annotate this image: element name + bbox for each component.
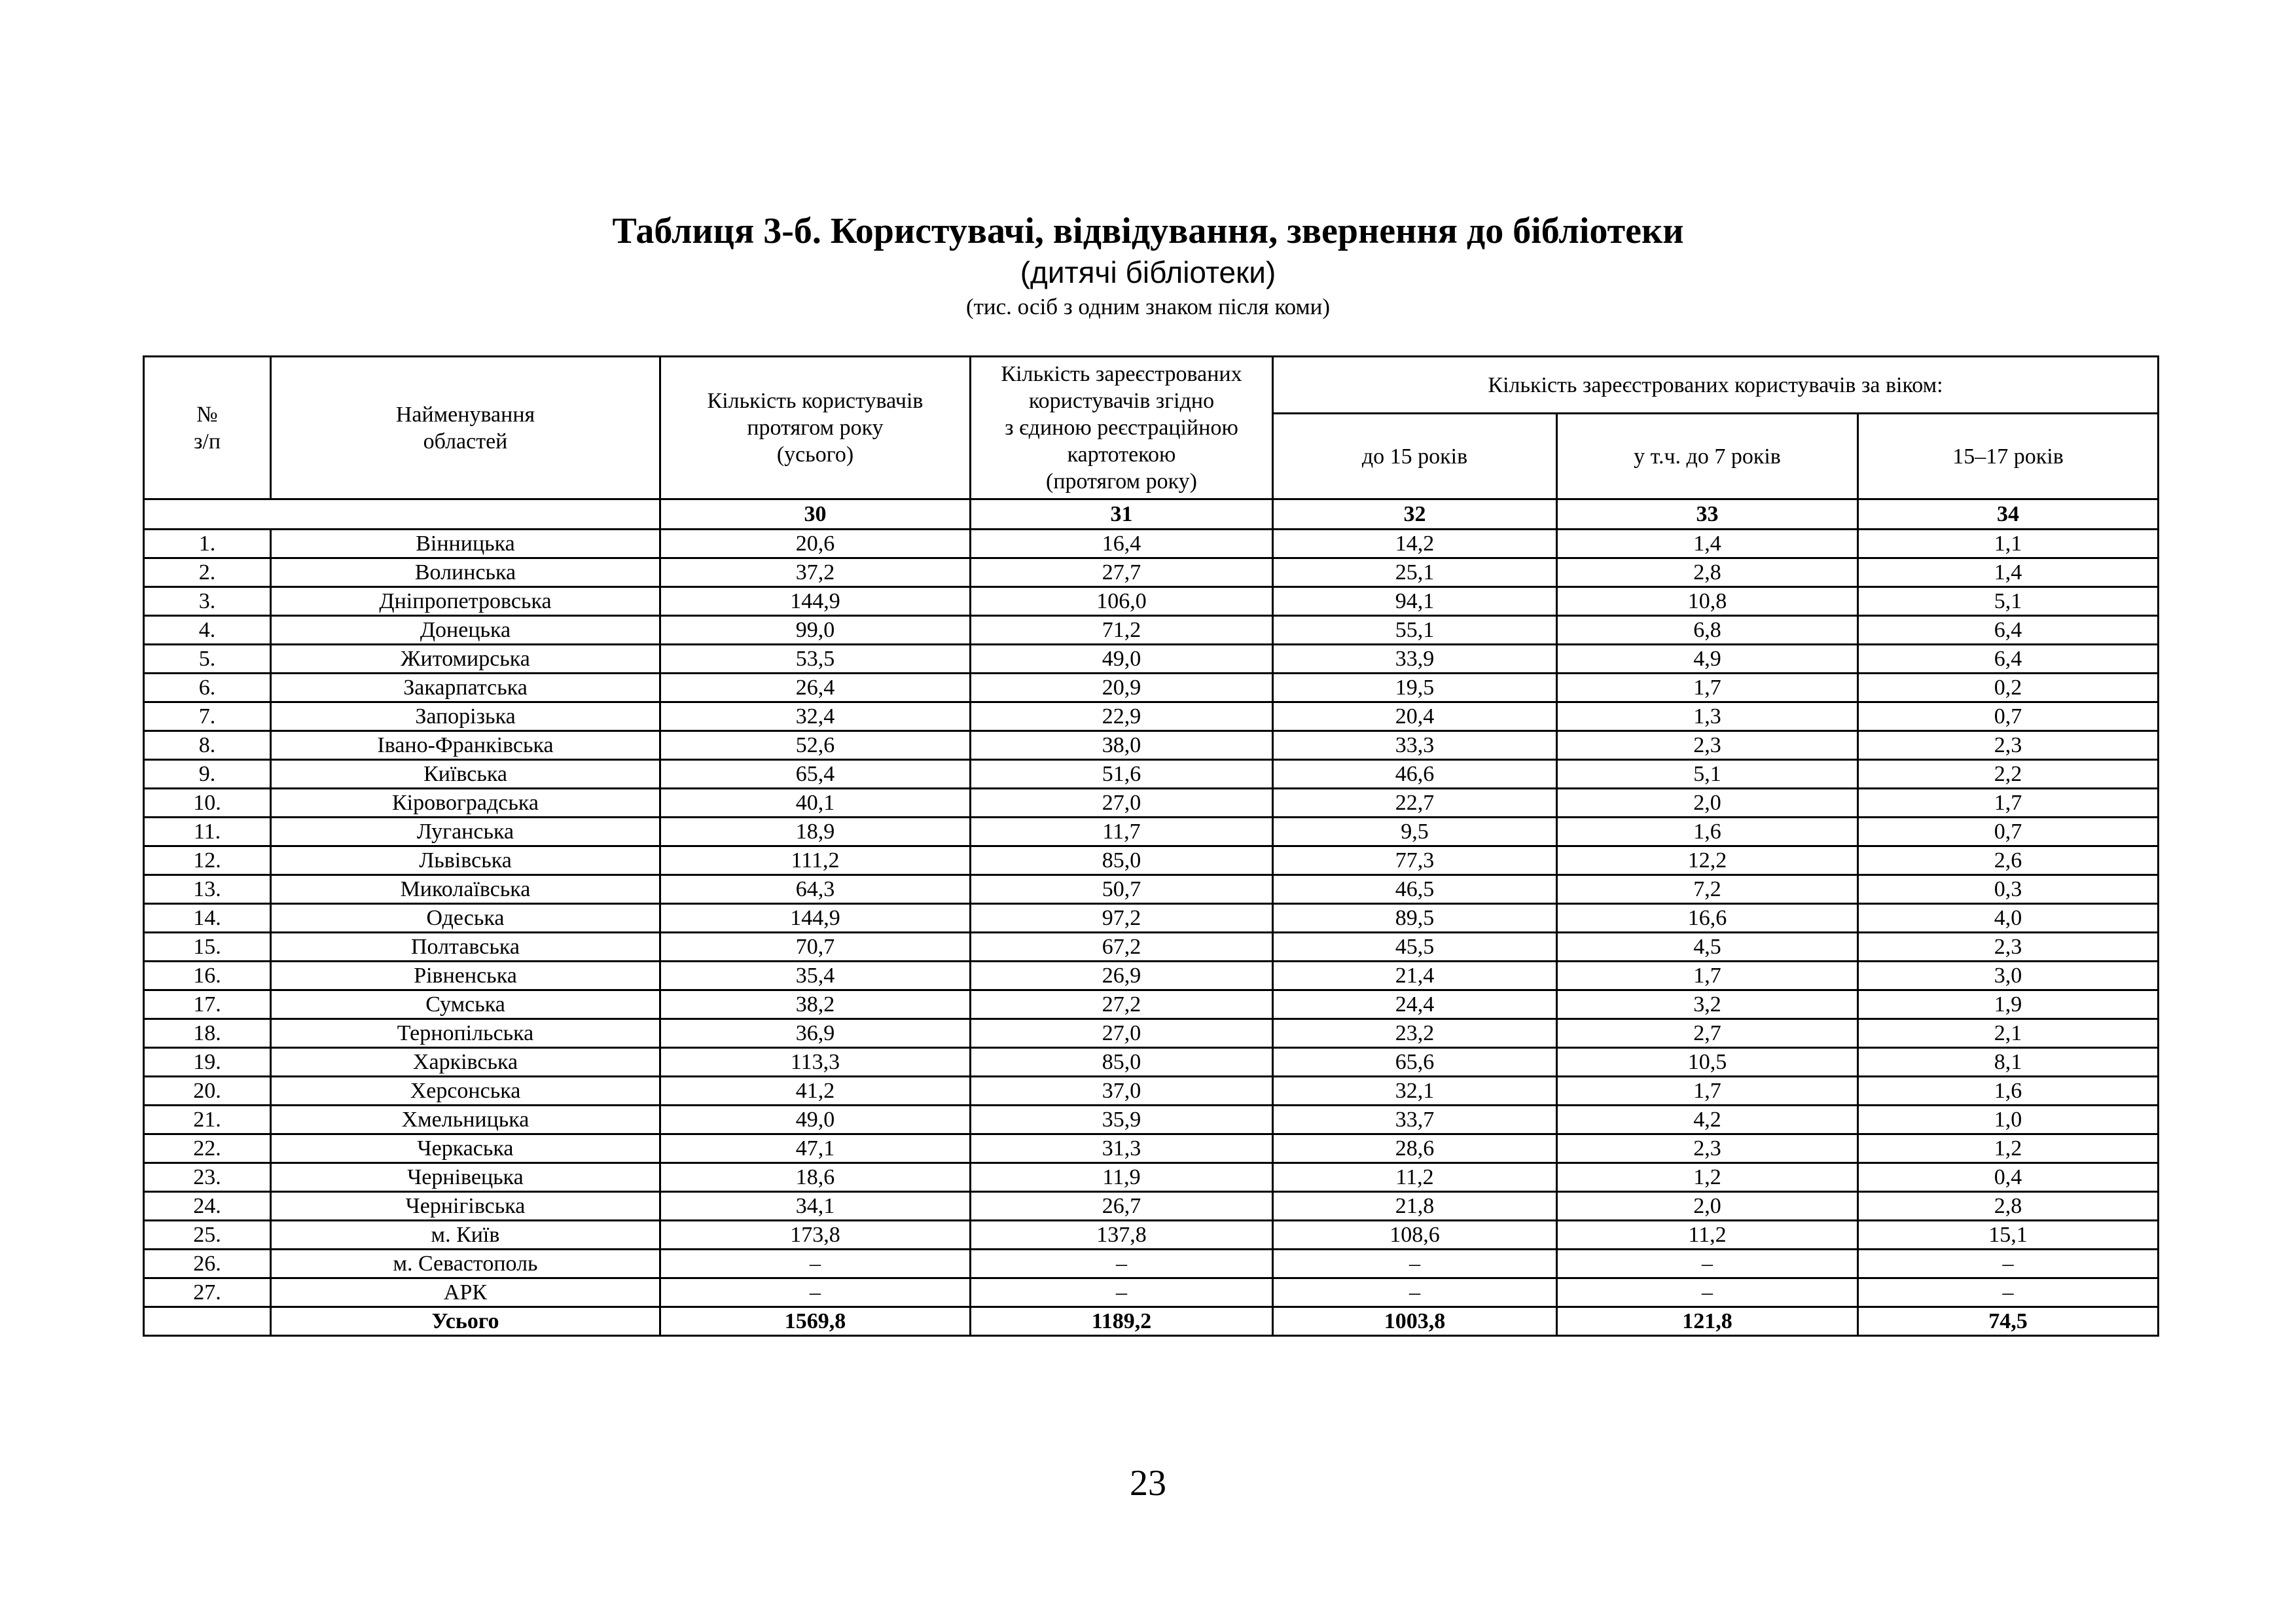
users-total-cell: 144,9 xyxy=(660,904,971,933)
registered-users-cell: 31,3 xyxy=(971,1134,1273,1163)
age-under-7-cell: 2,3 xyxy=(1557,731,1858,760)
registered-users-cell: 27,0 xyxy=(971,1019,1273,1048)
table-row xyxy=(144,760,2159,789)
age-15-17-cell: 1,0 xyxy=(1858,1106,2159,1134)
table-row xyxy=(144,1048,2159,1077)
table-row xyxy=(144,530,2159,558)
row-number: 7. xyxy=(144,702,271,731)
table-row xyxy=(144,933,2159,962)
age-under-15-cell: 19,5 xyxy=(1273,674,1557,702)
age-under-7-cell: 1,6 xyxy=(1557,818,1858,846)
table-row xyxy=(144,645,2159,674)
header-registered-users: Кількість зареєстрованих користувачів згідно з єдиною реєстраційною картотекою (протягом року) xyxy=(971,357,1273,499)
age-15-17-cell: 2,3 xyxy=(1858,933,2159,962)
age-15-17-cell: 2,3 xyxy=(1858,731,2159,760)
age-under-7-cell: 4,9 xyxy=(1557,645,1858,674)
age-under-15-cell: – xyxy=(1273,1278,1557,1307)
age-under-7-cell: 7,2 xyxy=(1557,875,1858,904)
table-row xyxy=(144,818,2159,846)
age-under-15-cell: 28,6 xyxy=(1273,1134,1557,1163)
table-row xyxy=(144,587,2159,616)
library-users-table xyxy=(143,355,2159,1337)
header-age-group: Кількість зареєстрованих користувачів за віком: xyxy=(1273,357,2159,414)
registered-users-cell: 35,9 xyxy=(971,1106,1273,1134)
age-under-7-cell: 2,7 xyxy=(1557,1019,1858,1048)
table-row xyxy=(144,846,2159,875)
region-name: Львівська xyxy=(271,846,660,875)
age-under-15-cell: 20,4 xyxy=(1273,702,1557,731)
registered-users-cell: 97,2 xyxy=(971,904,1273,933)
row-number: 2. xyxy=(144,558,271,587)
table-row xyxy=(144,616,2159,645)
users-total-cell: 20,6 xyxy=(660,530,971,558)
row-number: 11. xyxy=(144,818,271,846)
users-total-cell: 113,3 xyxy=(660,1048,971,1077)
column-number: 30 xyxy=(660,499,971,530)
registered-users-cell: 37,0 xyxy=(971,1077,1273,1106)
registered-users-cell: 67,2 xyxy=(971,933,1273,962)
age-15-17-cell: 5,1 xyxy=(1858,587,2159,616)
age-under-7-cell: 3,2 xyxy=(1557,990,1858,1019)
age-under-7-cell: 2,3 xyxy=(1557,1134,1858,1163)
region-name: Чернівецька xyxy=(271,1163,660,1192)
region-name: Донецька xyxy=(271,616,660,645)
row-number: 9. xyxy=(144,760,271,789)
region-name: Хмельницька xyxy=(271,1106,660,1134)
age-under-15-cell: 46,6 xyxy=(1273,760,1557,789)
age-15-17-cell: 2,6 xyxy=(1858,846,2159,875)
users-total-cell: 18,6 xyxy=(660,1163,971,1192)
column-number-blank xyxy=(144,499,660,530)
row-number: 6. xyxy=(144,674,271,702)
users-total-cell: 65,4 xyxy=(660,760,971,789)
registered-users-cell: 106,0 xyxy=(971,587,1273,616)
age-under-15-cell: 46,5 xyxy=(1273,875,1557,904)
table-row xyxy=(144,1106,2159,1134)
age-15-17-cell: 1,2 xyxy=(1858,1134,2159,1163)
age-under-7-cell: 121,8 xyxy=(1557,1307,1858,1336)
registered-users-cell: 1189,2 xyxy=(971,1307,1273,1336)
registered-users-cell: 85,0 xyxy=(971,1048,1273,1077)
age-under-7-cell: 11,2 xyxy=(1557,1221,1858,1250)
region-name: Київська xyxy=(271,760,660,789)
users-total-cell: – xyxy=(660,1250,971,1278)
region-name: Луганська xyxy=(271,818,660,846)
table-subtitle: (дитячі бібліотеки) xyxy=(1020,255,1276,289)
age-under-7-cell: 12,2 xyxy=(1557,846,1858,875)
age-15-17-cell: 2,2 xyxy=(1858,760,2159,789)
row-number: 24. xyxy=(144,1192,271,1221)
region-name: Черкаська xyxy=(271,1134,660,1163)
users-total-cell: 37,2 xyxy=(660,558,971,587)
table-row xyxy=(144,904,2159,933)
users-total-cell: 26,4 xyxy=(660,674,971,702)
age-under-15-cell: 55,1 xyxy=(1273,616,1557,645)
region-name: Херсонська xyxy=(271,1077,660,1106)
age-under-15-cell: 1003,8 xyxy=(1273,1307,1557,1336)
registered-users-cell: 51,6 xyxy=(971,760,1273,789)
row-number: 19. xyxy=(144,1048,271,1077)
table-row xyxy=(144,789,2159,818)
age-15-17-cell: – xyxy=(1858,1278,2159,1307)
table-row xyxy=(144,1278,2159,1307)
users-total-cell: 35,4 xyxy=(660,962,971,990)
table-row xyxy=(144,1019,2159,1048)
users-total-cell: 47,1 xyxy=(660,1134,971,1163)
table-row xyxy=(144,674,2159,702)
users-total-cell: 1569,8 xyxy=(660,1307,971,1336)
age-15-17-cell: 1,1 xyxy=(1858,530,2159,558)
age-15-17-cell: 8,1 xyxy=(1858,1048,2159,1077)
row-number: 4. xyxy=(144,616,271,645)
registered-users-cell: 20,9 xyxy=(971,674,1273,702)
region-name: Миколаївська xyxy=(271,875,660,904)
age-under-15-cell: 108,6 xyxy=(1273,1221,1557,1250)
age-under-15-cell: 21,4 xyxy=(1273,962,1557,990)
region-name: Тернопільська xyxy=(271,1019,660,1048)
age-under-15-cell: 77,3 xyxy=(1273,846,1557,875)
age-under-7-cell: 1,7 xyxy=(1557,962,1858,990)
column-number: 33 xyxy=(1557,499,1858,530)
users-total-cell: 173,8 xyxy=(660,1221,971,1250)
age-15-17-cell: 0,4 xyxy=(1858,1163,2159,1192)
users-total-cell: 64,3 xyxy=(660,875,971,904)
row-number: 13. xyxy=(144,875,271,904)
users-total-cell: 49,0 xyxy=(660,1106,971,1134)
table-row xyxy=(144,558,2159,587)
registered-users-cell: 85,0 xyxy=(971,846,1273,875)
age-15-17-cell: 6,4 xyxy=(1858,616,2159,645)
age-under-7-cell: 4,5 xyxy=(1557,933,1858,962)
registered-users-cell: 27,2 xyxy=(971,990,1273,1019)
registered-users-cell: 11,7 xyxy=(971,818,1273,846)
region-name: Житомирська xyxy=(271,645,660,674)
page-number: 23 xyxy=(1130,1463,1166,1504)
age-under-15-cell: 14,2 xyxy=(1273,530,1557,558)
users-total-cell: 53,5 xyxy=(660,645,971,674)
age-under-15-cell: 33,9 xyxy=(1273,645,1557,674)
age-15-17-cell: 6,4 xyxy=(1858,645,2159,674)
age-under-7-cell: 5,1 xyxy=(1557,760,1858,789)
header-age-under-7: у т.ч. до 7 років xyxy=(1557,414,1858,499)
row-number: 20. xyxy=(144,1077,271,1106)
registered-users-cell: 49,0 xyxy=(971,645,1273,674)
region-name: Запорізька xyxy=(271,702,660,731)
age-under-15-cell: 89,5 xyxy=(1273,904,1557,933)
age-15-17-cell: 0,7 xyxy=(1858,702,2159,731)
row-number xyxy=(144,1307,271,1336)
age-15-17-cell: – xyxy=(1858,1250,2159,1278)
age-15-17-cell: 1,9 xyxy=(1858,990,2159,1019)
region-name: Чернігівська xyxy=(271,1192,660,1221)
total-row xyxy=(144,1307,2159,1336)
row-number: 14. xyxy=(144,904,271,933)
region-name: Дніпропетровська xyxy=(271,587,660,616)
users-total-cell: 38,2 xyxy=(660,990,971,1019)
age-under-7-cell: – xyxy=(1557,1250,1858,1278)
region-name: Усього xyxy=(271,1307,660,1336)
region-name: Рівненська xyxy=(271,962,660,990)
age-under-15-cell: 33,3 xyxy=(1273,731,1557,760)
users-total-cell: 18,9 xyxy=(660,818,971,846)
region-name: Вінницька xyxy=(271,530,660,558)
row-number: 5. xyxy=(144,645,271,674)
age-15-17-cell: 1,7 xyxy=(1858,789,2159,818)
age-under-15-cell: 11,2 xyxy=(1273,1163,1557,1192)
table-row xyxy=(144,1134,2159,1163)
registered-users-cell: 26,9 xyxy=(971,962,1273,990)
row-number: 8. xyxy=(144,731,271,760)
age-under-15-cell: 25,1 xyxy=(1273,558,1557,587)
users-total-cell: – xyxy=(660,1278,971,1307)
age-under-7-cell: – xyxy=(1557,1278,1858,1307)
age-under-15-cell: 94,1 xyxy=(1273,587,1557,616)
age-under-7-cell: 1,4 xyxy=(1557,530,1858,558)
age-under-7-cell: 2,0 xyxy=(1557,1192,1858,1221)
row-number: 3. xyxy=(144,587,271,616)
age-15-17-cell: 2,8 xyxy=(1858,1192,2159,1221)
region-name: Полтавська xyxy=(271,933,660,962)
registered-users-cell: 71,2 xyxy=(971,616,1273,645)
header-region-name: Найменування областей xyxy=(271,357,660,499)
age-under-7-cell: 16,6 xyxy=(1557,904,1858,933)
users-total-cell: 144,9 xyxy=(660,587,971,616)
table-units: (тис. осіб з одним знаком після коми) xyxy=(965,294,1331,319)
table-row xyxy=(144,875,2159,904)
age-under-7-cell: 10,8 xyxy=(1557,587,1858,616)
registered-users-cell: 27,0 xyxy=(971,789,1273,818)
users-total-cell: 34,1 xyxy=(660,1192,971,1221)
age-15-17-cell: 0,7 xyxy=(1858,818,2159,846)
age-15-17-cell: 74,5 xyxy=(1858,1307,2159,1336)
age-under-7-cell: 2,8 xyxy=(1557,558,1858,587)
header-age-under-15: до 15 років xyxy=(1273,414,1557,499)
age-15-17-cell: 0,2 xyxy=(1858,674,2159,702)
age-15-17-cell: 0,3 xyxy=(1858,875,2159,904)
age-under-15-cell: 24,4 xyxy=(1273,990,1557,1019)
region-name: м. Севастополь xyxy=(271,1250,660,1278)
region-name: Одеська xyxy=(271,904,660,933)
title-block xyxy=(0,208,2296,323)
table-row xyxy=(144,1163,2159,1192)
age-under-7-cell: 1,3 xyxy=(1557,702,1858,731)
age-15-17-cell: 2,1 xyxy=(1858,1019,2159,1048)
header-number: № з/п xyxy=(144,357,271,499)
users-total-cell: 52,6 xyxy=(660,731,971,760)
table-row xyxy=(144,1077,2159,1106)
registered-users-cell: 137,8 xyxy=(971,1221,1273,1250)
table-row xyxy=(144,990,2159,1019)
row-number: 25. xyxy=(144,1221,271,1250)
age-under-15-cell: 9,5 xyxy=(1273,818,1557,846)
age-15-17-cell: 1,6 xyxy=(1858,1077,2159,1106)
users-total-cell: 70,7 xyxy=(660,933,971,962)
age-15-17-cell: 4,0 xyxy=(1858,904,2159,933)
region-name: м. Київ xyxy=(271,1221,660,1250)
column-number: 34 xyxy=(1858,499,2159,530)
age-under-7-cell: 1,2 xyxy=(1557,1163,1858,1192)
column-number: 31 xyxy=(971,499,1273,530)
table-title: Таблиця 3-б. Користувачі, відвідування, звернення до бібліотеки xyxy=(612,211,1684,251)
age-under-7-cell: 4,2 xyxy=(1557,1106,1858,1134)
region-name: Харківська xyxy=(271,1048,660,1077)
row-number: 26. xyxy=(144,1250,271,1278)
header-users-total: Кількість користувачів протягом року (усього) xyxy=(660,357,971,499)
registered-users-cell: 50,7 xyxy=(971,875,1273,904)
age-under-15-cell: – xyxy=(1273,1250,1557,1278)
users-total-cell: 40,1 xyxy=(660,789,971,818)
row-number: 12. xyxy=(144,846,271,875)
table-row xyxy=(144,1221,2159,1250)
age-under-7-cell: 1,7 xyxy=(1557,674,1858,702)
region-name: Івано-Франківська xyxy=(271,731,660,760)
age-under-7-cell: 1,7 xyxy=(1557,1077,1858,1106)
table-row xyxy=(144,962,2159,990)
row-number: 15. xyxy=(144,933,271,962)
region-name: Сумська xyxy=(271,990,660,1019)
registered-users-cell: 38,0 xyxy=(971,731,1273,760)
header-age-15-17: 15–17 років xyxy=(1858,414,2159,499)
users-total-cell: 41,2 xyxy=(660,1077,971,1106)
region-name: АРК xyxy=(271,1278,660,1307)
row-number: 10. xyxy=(144,789,271,818)
row-number: 22. xyxy=(144,1134,271,1163)
registered-users-cell: 11,9 xyxy=(971,1163,1273,1192)
age-15-17-cell: 3,0 xyxy=(1858,962,2159,990)
table-row xyxy=(144,702,2159,731)
row-number: 21. xyxy=(144,1106,271,1134)
users-total-cell: 111,2 xyxy=(660,846,971,875)
age-under-15-cell: 21,8 xyxy=(1273,1192,1557,1221)
age-15-17-cell: 1,4 xyxy=(1858,558,2159,587)
users-total-cell: 32,4 xyxy=(660,702,971,731)
table-row xyxy=(144,1250,2159,1278)
registered-users-cell: 27,7 xyxy=(971,558,1273,587)
users-total-cell: 36,9 xyxy=(660,1019,971,1048)
row-number: 18. xyxy=(144,1019,271,1048)
column-number: 32 xyxy=(1273,499,1557,530)
region-name: Закарпатська xyxy=(271,674,660,702)
registered-users-cell: 26,7 xyxy=(971,1192,1273,1221)
age-under-15-cell: 22,7 xyxy=(1273,789,1557,818)
row-number: 17. xyxy=(144,990,271,1019)
age-under-7-cell: 2,0 xyxy=(1557,789,1858,818)
registered-users-cell: 16,4 xyxy=(971,530,1273,558)
age-under-15-cell: 45,5 xyxy=(1273,933,1557,962)
table-row xyxy=(144,1192,2159,1221)
registered-users-cell: – xyxy=(971,1278,1273,1307)
region-name: Волинська xyxy=(271,558,660,587)
row-number: 23. xyxy=(144,1163,271,1192)
age-under-7-cell: 6,8 xyxy=(1557,616,1858,645)
age-under-15-cell: 32,1 xyxy=(1273,1077,1557,1106)
row-number: 16. xyxy=(144,962,271,990)
age-under-15-cell: 23,2 xyxy=(1273,1019,1557,1048)
age-under-15-cell: 65,6 xyxy=(1273,1048,1557,1077)
row-number: 27. xyxy=(144,1278,271,1307)
age-under-7-cell: 10,5 xyxy=(1557,1048,1858,1077)
table-row xyxy=(144,731,2159,760)
age-15-17-cell: 15,1 xyxy=(1858,1221,2159,1250)
users-total-cell: 99,0 xyxy=(660,616,971,645)
row-number: 1. xyxy=(144,530,271,558)
age-under-15-cell: 33,7 xyxy=(1273,1106,1557,1134)
registered-users-cell: – xyxy=(971,1250,1273,1278)
region-name: Кіровоградська xyxy=(271,789,660,818)
registered-users-cell: 22,9 xyxy=(971,702,1273,731)
